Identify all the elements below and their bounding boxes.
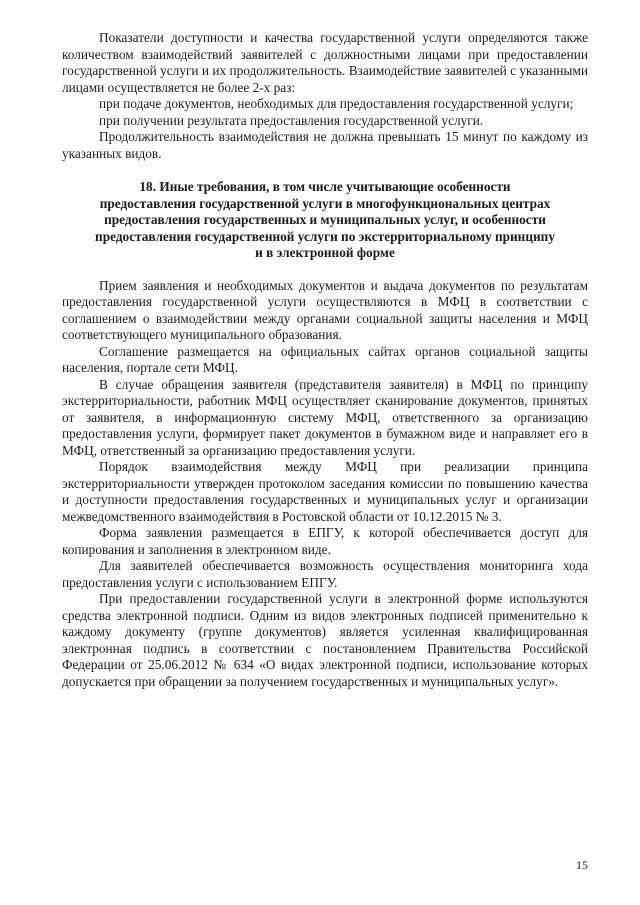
- paragraph-agreement: Соглашение размещается на официальных сайтах органов социальной защиты населения, портале сети МФЦ.: [62, 343, 588, 375]
- paragraph-mfc-reception: Прием заявления и необходимых документов и выдача документов по результатам предоставления государственной услуги осуществляются в МФЦ в соответствии с соглашением о взаимодействии между органами социальной защиты населения и МФЦ соответствующего муниципального образования.: [62, 277, 588, 342]
- paragraph-extraterritorial: В случае обращения заявителя (представителя заявителя) в МФЦ по принципу экстерриториальности, работник МФЦ осуществляет сканирование документов, принятых от заявителя, в информационную систему МФЦ, ответственного за организацию предоставления услуги, формирует пакет документов в бумажном виде и направляет его в МФЦ, ответственный за организацию предоставления услуги.: [62, 376, 588, 458]
- section-heading-line: предоставления государственных и муниципальных услуг, и особенности: [104, 212, 546, 227]
- paragraph-indicators: Показатели доступности и качества государственной услуги определяются также количеством взаимодействий заявителей с должностными лицами при предоставлении государственной услуги и их продолжительность. Взаимодействие заявителей с указанными лицами осуществляется не более 2-х раз:: [62, 30, 588, 95]
- paragraph-monitoring: Для заявителей обеспечивается возможность осуществления мониторинга хода предоставления услуги с использованием ЕПГУ.: [62, 558, 588, 590]
- paragraph-application-form: Форма заявления размещается в ЕПГУ, к которой обеспечивается доступ для копирования и заполнения в электронном виде.: [62, 525, 588, 557]
- paragraph-electronic-signature: При предоставлении государственной услуги в электронной форме используются средства электронной подписи. Одним из видов электронных подписей применительно к каждому документу (группе документов) является усиленная квалифицированная электронная подпись в соответствии с постановлением Правительства Российской Федерации от 25.06.2012 № 634 «О видах электронной подписи, использование которых допускается при обращении за получением государственных и муниципальных услуг».: [62, 591, 588, 689]
- paragraph-duration: Продолжительность взаимодействия не должна превышать 15 минут по каждому из указанных видов.: [62, 129, 588, 161]
- section-heading-line: и в электронной форме: [255, 245, 395, 260]
- page-number: 15: [576, 858, 588, 872]
- paragraph-receipt: при получении результата предоставления государственной услуги.: [99, 112, 484, 128]
- section-heading-line: предоставления государственной услуги в многофункциональных центрах: [99, 195, 551, 211]
- section-heading: [62, 179, 588, 262]
- section-heading-line: предоставления государственной услуги по экстерриториальному принципу: [95, 228, 555, 244]
- section-heading-line: 18. Иные требования, в том числе учитывающие особенности: [139, 179, 511, 194]
- paragraph-interaction-procedure: Порядок взаимодействия между МФЦ при реализации принципа экстерриториальности утвержден протоколом заседания комиссии по повышению качества и доступности предоставления государственных и муниципальных услуг и организации межведомственного взаимодействия в Ростовской области от 10.12.2015 № 3.: [62, 459, 588, 524]
- paragraph-submission: при подаче документов, необходимых для предоставления государственной услуги;: [99, 96, 574, 111]
